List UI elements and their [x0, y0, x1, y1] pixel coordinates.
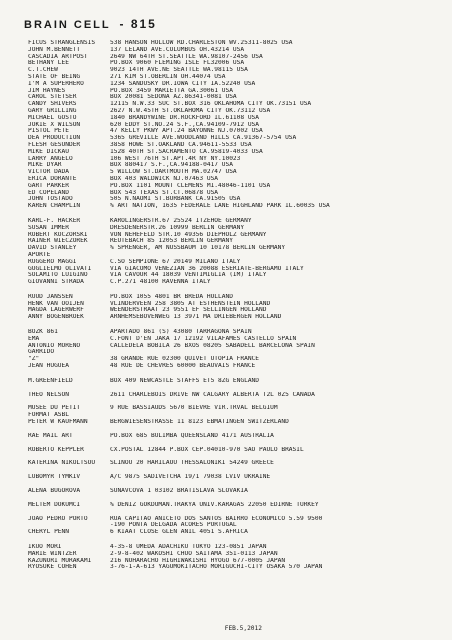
address-row	[28, 169, 442, 176]
contact-address: C.SO SEMPIONE 67 20149 MILANO ITALY	[110, 258, 241, 265]
contact-name: RUGGERO MAGGI	[28, 258, 77, 265]
contact-address: 47 KELLY PKWY APT.24 BAYONNE NJ.07002 USA	[110, 128, 263, 135]
address-row	[28, 474, 442, 481]
address-group	[28, 488, 442, 495]
contact-address: 271 KIM ST.OBERLIN OH.44074 USA	[110, 73, 226, 80]
contact-name: FICUS STRANGLENSIS	[28, 40, 96, 46]
address-row	[28, 135, 442, 142]
contact-name: RUUD JANSSEN	[28, 293, 73, 300]
address-row	[28, 349, 442, 356]
contact-address: 9 RUE BASSIAUDS 5670 BIEVRE VIR.TRVAL BELGIUM	[110, 405, 278, 412]
contact-name: PETER W KAUFMANN	[28, 419, 88, 426]
address-row	[28, 301, 442, 308]
address-group	[28, 474, 442, 481]
address-row	[28, 314, 442, 321]
contact-name: "Z"	[28, 356, 40, 363]
contact-name: M.GREENFIELD	[28, 377, 73, 384]
address-row	[28, 419, 442, 426]
contact-address: PO.BOX 3459 MARIETTA GA.30061 USA	[110, 87, 233, 94]
contact-name: SOLAMITO LUIGINO	[28, 272, 88, 279]
contact-name: DAVID STANLEY	[28, 245, 77, 252]
address-row	[28, 115, 442, 122]
contact-address: PO.BOX 9060 FLEMING ISLE FL32006 USA	[110, 60, 245, 67]
contact-address: PO.BOX 685 BULIMBA QUEENSLAND 4171 AUSTRALIA	[110, 432, 274, 439]
address-row	[28, 245, 442, 252]
contact-address: PO.BOX 1101 MOUNT CLEMENS MI.48046-1101 USA	[110, 182, 271, 189]
address-row	[28, 88, 442, 95]
contact-address: KAROLINGERSTR.67 25524 ITZEHOE GERMANY	[110, 217, 252, 224]
contact-address: 2611 CHARLEBOIS DRIVE NW CALGARY ALBERTA T2L 0Z5 CANADA	[110, 391, 315, 398]
contact-address: 4-35-8 UMEDA ADACHIKU TOKYO 123-0851 JAPAN	[110, 544, 267, 551]
address-row	[28, 162, 442, 169]
contact-address: 1234 SANDUSKY DR.IOWA CITY IA.52240 USA	[110, 80, 256, 87]
contact-name: GART PARKER	[28, 182, 69, 189]
contact-name: LARRY ANGELO	[28, 155, 73, 162]
contact-name: IKUO MORI	[28, 544, 62, 551]
address-group	[28, 405, 442, 425]
contact-name: SUSAN IMMER	[28, 224, 69, 231]
contact-name: GIOVANNI STRADA	[28, 279, 84, 286]
address-group	[28, 40, 442, 210]
contact-name: ERICA DORANTE	[28, 175, 77, 182]
contact-address: DRESDENERSTR.26 10999 BERLIN GERMANY	[110, 224, 245, 231]
contact-name: MELTEM DOKUMCI	[28, 501, 81, 508]
address-group	[28, 218, 442, 286]
contact-name: ROBERTO KEPPLER	[28, 446, 84, 453]
contact-address: CX.POSTAL 12844 P.BOX CEP.04010-970 SAO PAULO BRASIL	[110, 446, 304, 453]
address-row	[28, 266, 442, 273]
contact-address: A/C 9875 SADIVETCHA 19/1 79038 LVIV UKRAINE	[110, 474, 271, 481]
contact-address: 12115 N.W.33 SUC ST.BOX 316 OKLAHOMA CITY OK.73151 USA	[110, 101, 312, 108]
contact-name: ED COPELAND	[28, 189, 69, 196]
contact-address: VLINDERVEEN 258 3805 AT ESTHENSTEIN HOLLAND	[110, 300, 271, 307]
contact-name: MIKE DYAR	[28, 162, 62, 169]
address-row	[28, 238, 442, 245]
contact-address: 9023 14TH AVE.NE SEATTLE WA.98115 USA	[110, 67, 248, 74]
address-row	[28, 564, 442, 571]
contact-name: MAGDA LAGERWERF	[28, 307, 84, 314]
address-row	[28, 232, 442, 239]
contact-name: JOKIE X WILSON	[28, 121, 81, 128]
issue-date: FEB.5,2012	[224, 625, 262, 632]
address-group	[28, 516, 442, 536]
contact-name: ANNY BOGENBROEK	[28, 314, 84, 321]
contact-address: RUA CAPITAO ANICETO DOS SANTOS BAIRRO ECONOMICO 5.59 9500	[110, 515, 323, 522]
contact-address: WEENDERSTRAAT 23 9551 EF SELLINGEN HOLLAND	[110, 307, 267, 314]
contact-address: 538 HANSON HOLLOW RD.CHARLESTON WV.25311-8025 USA	[110, 40, 293, 46]
address-row	[28, 272, 442, 279]
contact-name: GARY GRILLING	[28, 107, 77, 114]
contact-address: VIA GIACOMO VENEZIAN 36 20088 ESERIATE-BERGAMO ITALY	[110, 265, 304, 272]
address-group	[28, 447, 442, 454]
contact-address: BERGWIESENSTRASSE 11 8123 EBMATINGEN SWITZERLAND	[110, 419, 289, 426]
contact-address: 3-76-1-A-613 YAGUMOKITACHO MORIGUCHI-CITY OSAKA 570 JAPAN	[110, 564, 323, 571]
contact-name: MICHAEL GOSTO	[28, 114, 77, 121]
address-row	[28, 447, 442, 454]
address-row	[28, 149, 442, 156]
address-row	[28, 392, 442, 399]
contact-name: THEO NELSON	[28, 391, 69, 398]
contact-address: 106 WEST 76TH ST.APT.4R NY NY.10023	[110, 155, 241, 162]
contact-address: 1528 40TH ST.SACRAMENTO CA.95819-4033 USA	[110, 148, 263, 155]
contact-name: JOHN TOSTADO	[28, 196, 73, 203]
contact-address: PO.BOX 1055 4801 BR BREDA HOLLAND	[110, 293, 233, 300]
page-title	[24, 17, 157, 31]
address-row	[28, 252, 442, 259]
address-row	[28, 259, 442, 266]
contact-address: VON NEHEFELD STR.10 49356 DIEPHOLZ GERMANY	[110, 231, 267, 238]
contact-address: 3858 HOWE ST.OAKLAND CA.94611-5533 USA	[110, 141, 252, 148]
contact-name: FLESH GESUNDER	[28, 141, 81, 148]
contact-address: SUNAVCOVA 1 03102 BRATISLAVA SLOVAKIA	[110, 488, 248, 495]
contact-name: CHERYL PENN	[28, 529, 69, 536]
address-row	[28, 336, 442, 343]
address-row	[28, 522, 442, 529]
contact-name: MIKE DICKAU	[28, 148, 69, 155]
address-row	[28, 529, 442, 536]
contact-name: KAZUNORI MURAKAMI	[28, 557, 92, 564]
contact-address: 38 GRANDE RUE 02300 QUIVET UTOPIA FRANCE	[110, 356, 260, 363]
contact-name: JIM HAYNES	[28, 87, 66, 94]
contact-address: % ART NATION, 1635 FEDERALE LANE HIGHLAND PARK IL.60035 USA	[110, 203, 330, 210]
contact-address: SLINOU 20 HARILAOU THESSALONIKI 54249 GREECE	[110, 460, 274, 467]
address-row	[28, 460, 442, 467]
contact-address: 620 EDDY ST.NO.24 S.F.,CA.94109-7912 USA	[110, 121, 260, 128]
contact-address: 137 LELAND AVE.COLUMBUS OH.43214 USA	[110, 46, 245, 53]
address-row	[28, 122, 442, 129]
contact-name: GARRIDO	[28, 349, 55, 356]
address-row	[28, 54, 442, 61]
address-group	[28, 460, 442, 467]
address-group	[28, 378, 442, 385]
contact-name: BETHANY LEE	[28, 60, 69, 67]
address-row	[28, 356, 442, 363]
address-row	[28, 307, 442, 314]
contact-address: 1840 BRANDYWINE DR.ROCKFORD IL.61108 USA	[110, 114, 260, 121]
contact-address: BOX 409 NEWCASTLE STAFFS ET5 8ZG ENGLAND	[110, 377, 260, 384]
address-group	[28, 392, 442, 399]
address-row	[28, 128, 442, 135]
contact-name: DEA PRODUCTION	[28, 135, 81, 142]
address-group	[28, 502, 442, 509]
address-row	[28, 81, 442, 88]
address-row	[28, 343, 442, 350]
issue-number: - 815	[119, 17, 157, 31]
contact-address: REUTEBACH 85 12053 BERLIN GERMANY	[110, 238, 233, 245]
contact-address: 216 NOHARACHO HIGHIWAKISHI HYOGO 677-0005 JAPAN	[110, 557, 286, 564]
address-row	[28, 329, 442, 336]
address-row	[28, 363, 442, 370]
address-row	[28, 196, 442, 203]
contact-name: RYOSUKE COHEN	[28, 564, 77, 571]
contact-name: JEAN HUGUEA	[28, 363, 69, 370]
contact-address: 2649 NW 64TH ST.SEATTLE WA.98107-2456 USA	[110, 53, 263, 60]
contact-name: KATERINA NIKOLTSOU	[28, 460, 96, 467]
contact-address: 48 RUE DE CHEVRES 60000 BEAUVAIS FRANCE	[110, 363, 256, 370]
contact-address: CALLEDELA BOBILA 26 BXOS 08205 SABADELL BARCELONA SPAIN	[110, 342, 315, 349]
contact-address: C.P.271 48100 RAVENNA ITALY	[110, 279, 211, 286]
contact-name: ROBERT KOCZORSKI	[28, 231, 88, 238]
contact-address: 5365 GREVILLE AVE.WOODLAND HILLS CA.91367-5754 USA	[110, 135, 297, 142]
address-group	[28, 294, 442, 321]
contact-name: BOZK 861	[28, 329, 58, 336]
address-row	[28, 558, 442, 565]
address-row	[28, 502, 442, 509]
contact-address: BOX 880417 S.F.,CA.94188-0417 USA	[110, 162, 233, 169]
address-row	[28, 516, 442, 523]
address-group	[28, 544, 442, 571]
contact-name: FORMAT ASBL	[28, 412, 69, 419]
contact-name: HENK VAN OOIJEN	[28, 300, 84, 307]
contact-address: 6 KIAAT CLOSE GLEN ANIL 4051 S.AFRICA	[110, 529, 248, 536]
contact-name: LUBOMYR TYMKIV	[28, 474, 81, 481]
address-row	[28, 108, 442, 115]
address-list	[28, 40, 442, 571]
contact-name: MUSEE DU PETIT	[28, 405, 81, 412]
contact-address: % DENIZ GOKDUMAN.TRAKYA UNIV.KARAGAS 22050 EDIRNE TURKEY	[110, 501, 319, 508]
address-group	[28, 329, 442, 370]
address-row	[28, 190, 442, 197]
address-row	[28, 225, 442, 232]
contact-name: CAROL STETSER	[28, 94, 77, 101]
contact-name: KARL-F. HACKER	[28, 217, 81, 224]
address-row	[28, 378, 442, 385]
contact-address: BOX 543 TEXAS ST.CT.06878 USA	[110, 189, 219, 196]
contact-name: PISTOL PETE	[28, 128, 69, 135]
contact-name: RAE MAIL ART	[28, 432, 73, 439]
contact-name: KAREN CHAMPLIN	[28, 203, 81, 210]
contact-address: 5 WILLOW ST.DARTMOUTH MA.02747 USA	[110, 169, 237, 176]
contact-address: 505 N.NAOMI ST.BURBANK CA.91505 USA	[110, 196, 241, 203]
address-row	[28, 488, 442, 495]
contact-address: BOX 403 WALDWICK NJ.07463 USA	[110, 175, 219, 182]
address-row	[28, 156, 442, 163]
contact-address: VIA CAVOUR 44 18039 VENTIMIGLIA (IM) ITALY	[110, 272, 267, 279]
contact-name: ALENA BUGOROVA	[28, 488, 81, 495]
contact-address: % SPRENGER, AM NUSSBAUM 10 10178 BERLIN GERMANY	[110, 245, 286, 252]
title-text: BRAIN CELL	[24, 19, 111, 31]
contact-name: CASCADIA ARTPOST	[28, 53, 88, 60]
address-row	[28, 47, 442, 54]
address-group	[28, 433, 442, 440]
address-row	[28, 74, 442, 81]
address-row	[28, 60, 442, 67]
address-row	[28, 294, 442, 301]
contact-name: JOAO PEDRO PORTO	[28, 515, 88, 522]
contact-name: STATE OF BEING	[28, 73, 81, 80]
contact-address: 2627 N.W.45TH ST.OKLAHOMA CITY OK.73112 USA	[110, 107, 271, 114]
address-row	[28, 551, 442, 558]
address-row	[28, 203, 442, 210]
address-row	[28, 433, 442, 440]
contact-name: GUGLIELMO OLIVATI	[28, 265, 92, 272]
address-row	[28, 40, 442, 47]
address-row	[28, 142, 442, 149]
contact-name: I'M A SUPERHERO	[28, 80, 84, 87]
address-row	[28, 405, 442, 412]
address-row	[28, 183, 442, 190]
contact-name: EMA	[28, 335, 40, 342]
contact-address: C.FONT D'EN JAKA 17 12192 VILAFAMES CASTELLO SPAIN	[110, 335, 297, 342]
contact-address: ARNHEMSEBOVENWEG 13 3971 MA DRIEBERGEN HOLLAND	[110, 314, 282, 321]
address-row	[28, 544, 442, 551]
contact-address: BOX 20081 SEDONA AZ.86341-0081 USA	[110, 94, 237, 101]
contact-name: JOHN M.BENNETT	[28, 46, 81, 53]
contact-name: CANDY SHIVERS	[28, 101, 77, 108]
contact-name: MARIE WINTZER	[28, 550, 77, 557]
address-row	[28, 101, 442, 108]
address-row	[28, 67, 442, 74]
address-row	[28, 218, 442, 225]
contact-address: 2-9-8-402 WAKOSHI CHUO SAITAMA 351-0113 JAPAN	[110, 550, 278, 557]
contact-name: RAINER WIECZOREK	[28, 238, 88, 245]
address-row	[28, 279, 442, 286]
address-row	[28, 94, 442, 101]
contact-address: APARTADO 861 (S) 43080 TARRAGONA SPAIN	[110, 329, 252, 336]
address-row	[28, 412, 442, 419]
contact-address: -190 PONTA DELGADA ACORES PORTUGAL	[110, 522, 237, 529]
address-row	[28, 176, 442, 183]
contact-name: C.T.CHEW	[28, 67, 58, 74]
contact-name: ANTONIO MORENO	[28, 342, 81, 349]
contact-name: APORTE	[28, 251, 51, 258]
contact-name: VICTOR DADA	[28, 169, 69, 176]
